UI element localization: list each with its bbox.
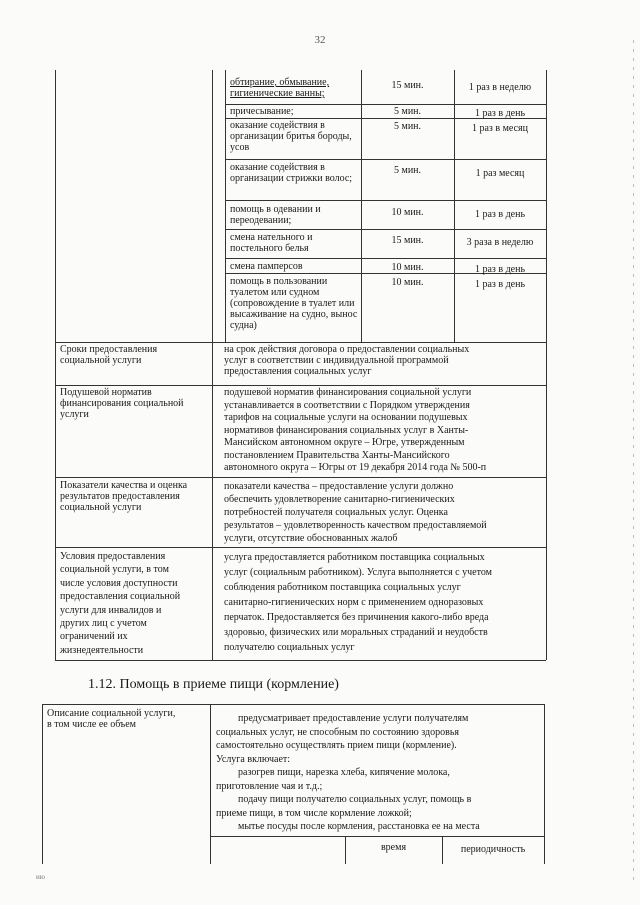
- procedure-text: помощь в пользовании туалетом или судном (сопровождение в туалет или высаживание на судно, вынос судна): [230, 276, 358, 331]
- row-label-line: услуги для инвалидов и: [60, 604, 162, 616]
- time-cell: 15 мин.: [391, 80, 424, 91]
- row-text-line: соблюдения работником поставщика социальных услуг: [224, 582, 461, 593]
- description-line: социальных услуг, не способным по состоянию здоровья: [216, 726, 459, 738]
- time-cell: 10 мин.: [391, 207, 424, 218]
- row-text-line: результатов – удовлетворенность качеством предоставляемой: [224, 520, 487, 531]
- row-text-line: Мансийском автономном округе – Югре, утвержденным: [224, 437, 465, 448]
- description-line: мытье посуды после кормления, расстановка ее на места: [238, 821, 480, 832]
- subtable-left-border: [225, 70, 226, 342]
- description-line: предусматривает предоставление услуги получателям: [238, 713, 469, 724]
- table2-left-border: [42, 704, 43, 864]
- row-text-line: здоровью, физических или моральных страданий и неудобств: [224, 627, 488, 638]
- time-cell: 15 мин.: [391, 235, 424, 246]
- table1-right-border: [546, 70, 547, 660]
- row-text-line: устанавливается в соответствии с Порядком утверждения: [224, 399, 470, 411]
- row-label-line: результатов предоставления: [60, 491, 180, 502]
- row-text-line: тарифов на социальные услуги на основании подушевых: [224, 412, 468, 423]
- subtable-rule: [225, 159, 546, 160]
- frequency-cell: 1 раз месяц: [475, 168, 525, 179]
- description-line: подачу пищи получателю социальных услуг, помощь в: [238, 794, 472, 805]
- row-text-line: показатели качества – предоставление услуги должно: [224, 481, 454, 492]
- frequency-cell: 3 раза в неделю: [466, 237, 534, 248]
- procedure-text: оказание содействия в организации стрижки волос;: [230, 162, 353, 184]
- section-heading: 1.12. Помощь в приеме пищи (кормление): [88, 677, 339, 692]
- table2-divider: [210, 704, 211, 864]
- table1-divider: [212, 70, 213, 660]
- description-line: Услуга включает:: [216, 753, 291, 765]
- procedure-text: смена памперсов: [230, 261, 303, 272]
- row-label-line: Условия предоставления: [60, 551, 166, 562]
- row-text-line: услуг в соответствии с индивидуальной программой: [224, 355, 449, 366]
- row-label-line: в том числе ее объем: [47, 719, 136, 730]
- frequency-cell: 1 раз в день: [474, 108, 526, 119]
- row-label-line: услуги: [60, 409, 89, 420]
- subtable-rule: [225, 258, 546, 259]
- scan-edge: [633, 40, 634, 880]
- frequency-cell: 1 раз в день: [474, 209, 526, 220]
- subtable-top-border: [210, 836, 544, 837]
- row-text-line: автономного округа – Югры от 19 декабря 2014 года № 500-п: [224, 462, 487, 473]
- time-cell: 5 мин.: [393, 121, 422, 132]
- row-label-line: социальной услуги: [60, 355, 142, 366]
- row-text-line: подушевой норматив финансирования социальной услуги: [224, 387, 472, 398]
- row-text-line: обеспечить удовлетворение санитарно-гигиенических: [224, 494, 455, 505]
- table1-bottom-border: [55, 660, 546, 661]
- subtable-rule: [225, 229, 546, 230]
- procedure-text: причесывание;: [230, 106, 294, 117]
- table1-left-border: [55, 70, 56, 660]
- table1-row-rule: [55, 385, 546, 386]
- page-number: 32: [314, 34, 326, 46]
- procedure-text: обтирание, обмывание, гигиенические ванны;: [230, 77, 330, 99]
- description-line: самостоятельно осуществлять прием пищи (кормление).: [216, 740, 457, 751]
- row-text-line: услуг (социальным работником). Услуга выполняется с учетом: [224, 567, 492, 578]
- description-line: разогрев пищи, нарезка хлеба, кипячение молока,: [238, 767, 450, 778]
- procedure-text: смена нательного и постельного белья: [230, 232, 313, 254]
- subtable-rule: [225, 200, 546, 201]
- procedure-text: оказание содействия в организации бритья бороды, усов: [230, 120, 352, 153]
- subtable-rule: [225, 104, 546, 105]
- time-cell: 10 мин.: [391, 277, 424, 288]
- table2-right-border: [544, 704, 545, 864]
- row-text-line: получателю социальных услуг: [224, 642, 355, 653]
- row-label-line: ограничений их: [60, 631, 128, 643]
- row-text-line: на срок действия договора о предоставлении социальных: [224, 344, 470, 355]
- row-text-line: потребностей получателя социальных услуг. Оценка: [224, 507, 448, 518]
- row-label-line: социальной услуги: [60, 502, 142, 513]
- row-label-line: жизнедеятельности: [60, 644, 144, 656]
- time-cell: 10 мин.: [391, 262, 424, 273]
- frequency-cell: 1 раз в неделю: [468, 82, 532, 93]
- row-text-line: постановлением Правительства Ханты-Мансийского: [224, 449, 450, 461]
- table1-row-rule: [55, 547, 546, 548]
- row-label-line: предоставления социальной: [60, 591, 181, 603]
- row-text-line: санитарно-гигиенических норм с применением одноразовых: [224, 597, 484, 608]
- row-label-line: Описание социальной услуги,: [47, 708, 176, 719]
- description-line: приеме пищи, в том числе кормление ложкой;: [216, 807, 412, 819]
- frequency-cell: 1 раз в день: [474, 279, 526, 290]
- frequency-cell: 1 раз в день: [474, 264, 526, 275]
- frequency-cell: 1 раз в месяц: [471, 123, 528, 134]
- table2-top-border: [42, 704, 544, 705]
- subtable-header-frequency: периодичность: [460, 844, 526, 855]
- row-label-line: других лиц с учетом: [60, 618, 147, 630]
- time-cell: 5 мин.: [393, 106, 422, 117]
- subtable-header-time: время: [380, 842, 407, 853]
- procedure-text: помощь в одевании и переодевании;: [230, 204, 321, 226]
- corner-mark: ию: [36, 873, 45, 881]
- description-line: приготовление чая и т.д.;: [216, 780, 323, 792]
- row-label-line: социальной услуги, в том: [60, 564, 169, 576]
- row-text-line: услуга предоставляется работником поставщика социальных: [224, 552, 485, 563]
- row-label-line: числе условия доступности: [60, 577, 178, 589]
- time-cell: 5 мин.: [393, 165, 422, 176]
- row-label-line: Сроки предоставления: [60, 344, 158, 355]
- row-text-line: услуги, отсутствие обоснованных жалоб: [224, 533, 398, 544]
- row-label-line: финансирования социальной: [60, 398, 184, 409]
- row-label-line: Показатели качества и оценка: [60, 480, 188, 491]
- table1-row-rule: [55, 342, 546, 343]
- row-label-line: Подушевой норматив: [60, 387, 152, 398]
- row-text-line: нормативов финансирования социальных услуг в Ханты-: [224, 424, 469, 436]
- row-text-line: перчаток. Предоставляется без причинения какого-либо вреда: [224, 612, 489, 623]
- row-text-line: предоставления социальных услуг: [224, 366, 372, 377]
- table1-row-rule: [55, 477, 546, 478]
